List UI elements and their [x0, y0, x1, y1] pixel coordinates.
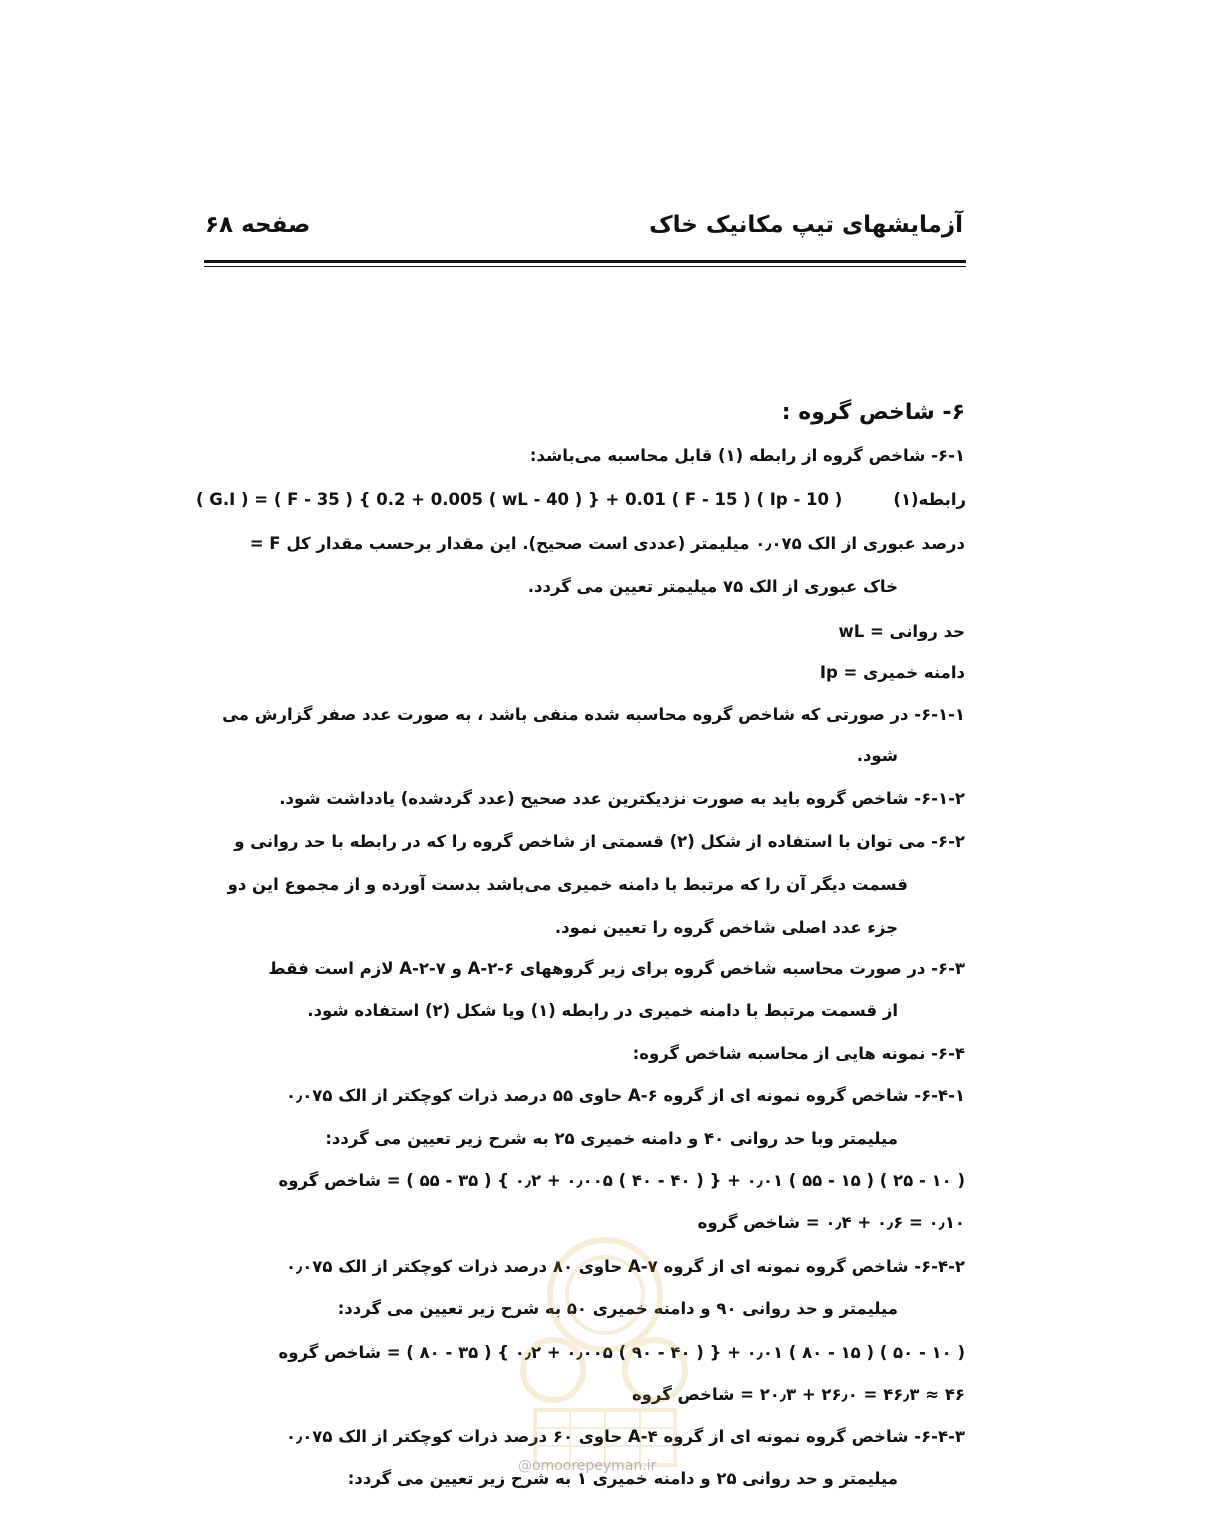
- paragraph-line: ۶-۴-۲- شاخص گروه نمونه ای از گروه A-۷ حاوی ۸۰ درصد ذرات کوچکتر از الک ۰٫۰۷۵: [286, 1257, 965, 1276]
- header-rule-thick: [204, 260, 966, 263]
- running-header-title: آزمایشهای تیپ مکانیک خاک: [649, 212, 963, 238]
- equation-label: رابطه(۱): [893, 490, 966, 509]
- paragraph-line: = F درصد عبوری از الک ۰٫۰۷۵ میلیمتر (عددی است صحیح). این مقدار برحسب مقدار کل: [249, 534, 965, 553]
- paragraph-line: جزء عدد اصلی شاخص گروه را تعیین نمود.: [554, 918, 898, 937]
- example-1-result: ۰٫۱۰ = ۰٫۶ + ۰٫۴ = شاخص گروه: [697, 1213, 965, 1232]
- equation-expression: ( G.I ) = ( F - 35 ) { 0.2 + 0.005 ( wL - 40 ) } + 0.01 ( F - 15 ) ( Ip - 10 ): [196, 490, 843, 509]
- definition-wl: حد روانی = wL: [838, 622, 965, 641]
- page-number: صفحه ۶۸: [205, 212, 311, 238]
- header-rule-thin: [204, 266, 966, 267]
- equation-1: [196, 488, 966, 512]
- paragraph-line: ۶-۱-۲- شاخص گروه باید به صورت نزدیکترین عدد صحیح (عدد گردشده) یادداشت شود.: [279, 789, 965, 808]
- paragraph-line: میلیمتر و حد روانی ۹۰ و دامنه خمیری ۵۰ به شرح زیر تعیین می گردد:: [337, 1299, 898, 1318]
- example-2-result: ۴۶ ≈ ۴۶٫۳ = ۲۶٫۰ + ۲۰٫۳ = شاخص گروه: [631, 1385, 965, 1404]
- section-heading: ۶- شاخص گروه :: [781, 400, 965, 425]
- paragraph-line: خاک عبوری از الک ۷۵ میلیمتر تعیین می گردد.: [527, 577, 898, 596]
- definition-ip: دامنه خمیری = Ip: [819, 663, 965, 682]
- paragraph-line: ۶-۱- شاخص گروه از رابطه (۱) قابل محاسبه می‌باشد:: [529, 446, 965, 465]
- example-2-calculation: ( ۱۰ - ۵۰ ) ( ۱۵ - ۸۰ ) ۰٫۰۱ + { ( ۴۰ - ۹۰ ) ۰٫۰۰۵ + ۰٫۲ } ( ۳۵ - ۸۰ ) = شاخص گروه: [278, 1343, 965, 1362]
- paragraph-line: قسمت دیگر آن را که مرتبط با دامنه خمیری می‌باشد بدست آورده و از مجموع این دو: [227, 875, 908, 894]
- paragraph-line: ۶-۳- در صورت محاسبه شاخص گروه برای زیر گروههای A-۲-۶ و A-۲-۷ لازم است فقط: [268, 959, 965, 978]
- paragraph-line: میلیمتر و حد روانی ۲۵ و دامنه خمیری ۱ به شرح زیر تعیین می گردد:: [347, 1469, 898, 1488]
- paragraph-line: ۶-۴- نمونه هایی از محاسبه شاخص گروه:: [632, 1044, 965, 1063]
- paragraph-line: ۶-۴-۱- شاخص گروه نمونه ای از گروه A-۶ حاوی ۵۵ درصد ذرات کوچکتر از الک ۰٫۰۷۵: [286, 1086, 965, 1105]
- paragraph-line: ۶-۲- می توان با استفاده از شکل (۲) قسمتی از شاخص گروه را که در رابطه با حد روانی و: [234, 832, 965, 851]
- paragraph-line: ۶-۱-۱- در صورتی که شاخص گروه محاسبه شده منفی باشد ، به صورت عدد صفر گزارش می: [222, 705, 965, 724]
- paragraph-line: میلیمتر وبا حد روانی ۴۰ و دامنه خمیری ۲۵ به شرح زیر تعیین می گردد:: [325, 1129, 898, 1148]
- paragraph-line: شود.: [856, 746, 898, 765]
- paragraph-line: از قسمت مرتبط با دامنه خمیری در رابطه (۱) ویا شکل (۲) استفاده شود.: [307, 1001, 898, 1020]
- example-1-calculation: ( ۱۰ - ۲۵ ) ( ۱۵ - ۵۵ ) ۰٫۰۱ + { ( ۴۰ - ۴۰ ) ۰٫۰۰۵ + ۰٫۲ } ( ۳۵ - ۵۵ ) = شاخص گروه: [278, 1171, 965, 1190]
- watermark-url: @omoorepeyman.ir: [518, 1458, 657, 1474]
- paragraph-line: ۶-۴-۳- شاخص گروه نمونه ای از گروه A-۴ حاوی ۶۰ درصد ذرات کوچکتر از الک ۰٫۰۷۵: [286, 1427, 965, 1446]
